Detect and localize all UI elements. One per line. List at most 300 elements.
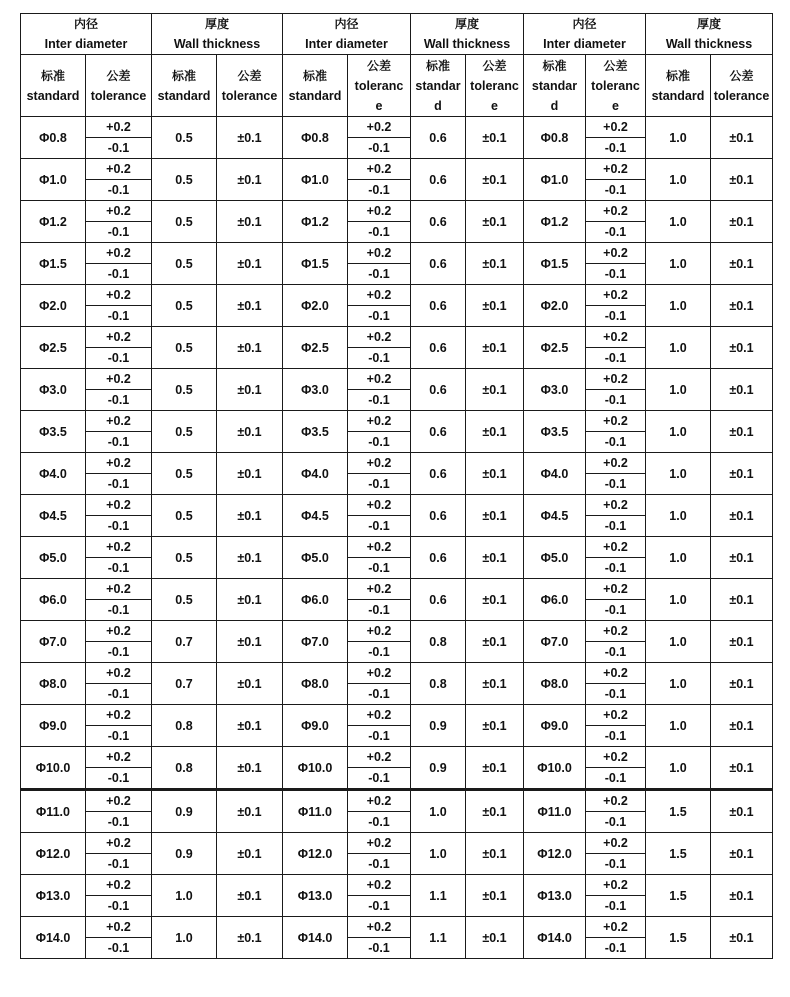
- tolerance-minus-cell: -0.1: [348, 938, 411, 959]
- inner-diameter-cell: Φ3.5: [21, 411, 86, 453]
- wall-standard-cell: 0.6: [411, 243, 466, 285]
- inner-diameter-cell: Φ3.0: [21, 369, 86, 411]
- tolerance-plus-cell: +0.2: [586, 747, 646, 768]
- inner-diameter-cell: Φ11.0: [283, 790, 348, 833]
- tolerance-minus-cell: -0.1: [86, 390, 152, 411]
- tolerance-plus-cell: +0.2: [86, 117, 152, 138]
- tolerance-minus-cell: -0.1: [348, 474, 411, 495]
- inner-diameter-cell: Φ9.0: [524, 705, 586, 747]
- header-tolerance: 公差 tolerance: [711, 55, 773, 117]
- tolerance-minus-cell: -0.1: [86, 474, 152, 495]
- wall-tolerance-cell: ±0.1: [711, 411, 773, 453]
- wall-standard-cell: 0.6: [411, 159, 466, 201]
- tolerance-minus-cell: -0.1: [348, 726, 411, 747]
- wall-tolerance-cell: ±0.1: [466, 790, 524, 833]
- tolerance-plus-cell: +0.2: [348, 705, 411, 726]
- tolerance-minus-cell: -0.1: [348, 180, 411, 201]
- tolerance-minus-cell: -0.1: [86, 726, 152, 747]
- tolerance-minus-cell: -0.1: [86, 180, 152, 201]
- wall-tolerance-cell: ±0.1: [466, 159, 524, 201]
- inner-diameter-cell: Φ7.0: [283, 621, 348, 663]
- inner-diameter-cell: Φ7.0: [21, 621, 86, 663]
- tolerance-minus-cell: -0.1: [348, 390, 411, 411]
- inner-diameter-cell: Φ14.0: [21, 917, 86, 959]
- tolerance-plus-cell: +0.2: [586, 579, 646, 600]
- tolerance-plus-cell: +0.2: [86, 790, 152, 812]
- wall-standard-cell: 0.6: [411, 579, 466, 621]
- wall-standard-cell: 0.6: [411, 285, 466, 327]
- inner-diameter-cell: Φ4.5: [524, 495, 586, 537]
- wall-standard-cell: 1.0: [646, 495, 711, 537]
- wall-standard-cell: 0.6: [411, 411, 466, 453]
- wall-standard-cell: 1.0: [646, 663, 711, 705]
- header-standard: 标准 standard: [283, 55, 348, 117]
- wall-standard-cell: 0.5: [152, 411, 217, 453]
- tolerance-minus-cell: -0.1: [586, 516, 646, 537]
- tolerance-plus-cell: +0.2: [348, 537, 411, 558]
- wall-standard-cell: 0.8: [411, 663, 466, 705]
- wall-standard-cell: 1.0: [411, 790, 466, 833]
- tolerance-plus-cell: +0.2: [586, 369, 646, 390]
- inner-diameter-cell: Φ14.0: [524, 917, 586, 959]
- tolerance-plus-cell: +0.2: [86, 747, 152, 768]
- inner-diameter-cell: Φ8.0: [524, 663, 586, 705]
- wall-tolerance-cell: ±0.1: [466, 875, 524, 917]
- wall-tolerance-cell: ±0.1: [711, 453, 773, 495]
- tolerance-plus-cell: +0.2: [348, 201, 411, 222]
- wall-standard-cell: 0.5: [152, 327, 217, 369]
- wall-tolerance-cell: ±0.1: [466, 833, 524, 875]
- tolerance-plus-cell: +0.2: [586, 159, 646, 180]
- tolerance-minus-cell: -0.1: [586, 222, 646, 243]
- wall-tolerance-cell: ±0.1: [711, 747, 773, 790]
- inner-diameter-cell: Φ1.5: [283, 243, 348, 285]
- wall-tolerance-cell: ±0.1: [217, 790, 283, 833]
- tolerance-plus-cell: +0.2: [586, 453, 646, 474]
- tolerance-minus-cell: -0.1: [86, 516, 152, 537]
- wall-tolerance-cell: ±0.1: [711, 579, 773, 621]
- tolerance-minus-cell: -0.1: [348, 348, 411, 369]
- tolerance-plus-cell: +0.2: [586, 117, 646, 138]
- wall-standard-cell: 0.9: [411, 705, 466, 747]
- tolerance-minus-cell: -0.1: [586, 138, 646, 159]
- wall-tolerance-cell: ±0.1: [217, 369, 283, 411]
- wall-standard-cell: 0.6: [411, 369, 466, 411]
- inner-diameter-cell: Φ5.0: [283, 537, 348, 579]
- wall-standard-cell: 1.5: [646, 917, 711, 959]
- tolerance-minus-cell: -0.1: [86, 684, 152, 705]
- wall-standard-cell: 1.0: [646, 285, 711, 327]
- tolerance-minus-cell: -0.1: [348, 600, 411, 621]
- tolerance-plus-cell: +0.2: [348, 117, 411, 138]
- tolerance-minus-cell: -0.1: [86, 138, 152, 159]
- tolerance-minus-cell: -0.1: [86, 768, 152, 790]
- inner-diameter-cell: Φ6.0: [21, 579, 86, 621]
- tolerance-minus-cell: -0.1: [86, 812, 152, 833]
- wall-standard-cell: 0.5: [152, 285, 217, 327]
- wall-standard-cell: 0.7: [152, 663, 217, 705]
- header-inner-diameter-2: 内径 Inter diameter: [283, 14, 411, 55]
- tolerance-minus-cell: -0.1: [586, 684, 646, 705]
- wall-standard-cell: 1.0: [152, 917, 217, 959]
- wall-standard-cell: 1.0: [646, 747, 711, 790]
- tolerance-plus-cell: +0.2: [86, 621, 152, 642]
- inner-diameter-cell: Φ13.0: [283, 875, 348, 917]
- tolerance-minus-cell: -0.1: [348, 558, 411, 579]
- tolerance-minus-cell: -0.1: [86, 938, 152, 959]
- wall-standard-cell: 1.5: [646, 833, 711, 875]
- tolerance-plus-cell: +0.2: [586, 495, 646, 516]
- wall-standard-cell: 1.0: [646, 369, 711, 411]
- wall-standard-cell: 0.6: [411, 453, 466, 495]
- wall-tolerance-cell: ±0.1: [217, 621, 283, 663]
- tolerance-plus-cell: +0.2: [348, 790, 411, 812]
- inner-diameter-cell: Φ1.5: [21, 243, 86, 285]
- inner-diameter-cell: Φ6.0: [283, 579, 348, 621]
- table-row: [21, 495, 773, 516]
- wall-tolerance-cell: ±0.1: [466, 495, 524, 537]
- wall-tolerance-cell: ±0.1: [466, 327, 524, 369]
- wall-tolerance-cell: ±0.1: [466, 285, 524, 327]
- wall-standard-cell: 0.5: [152, 201, 217, 243]
- header-standard: 标准 standard: [646, 55, 711, 117]
- tolerance-minus-cell: -0.1: [586, 600, 646, 621]
- tolerance-minus-cell: -0.1: [86, 306, 152, 327]
- header-tolerance: 公差 tolerance: [86, 55, 152, 117]
- tolerance-minus-cell: -0.1: [586, 432, 646, 453]
- wall-standard-cell: 1.0: [646, 327, 711, 369]
- tolerance-plus-cell: +0.2: [348, 159, 411, 180]
- tolerance-minus-cell: -0.1: [86, 896, 152, 917]
- inner-diameter-cell: Φ4.5: [283, 495, 348, 537]
- wall-standard-cell: 0.9: [152, 833, 217, 875]
- wall-standard-cell: 0.6: [411, 117, 466, 159]
- inner-diameter-cell: Φ0.8: [21, 117, 86, 159]
- tolerance-minus-cell: -0.1: [586, 180, 646, 201]
- table-row: [21, 663, 773, 684]
- wall-standard-cell: 1.5: [646, 790, 711, 833]
- tolerance-plus-cell: +0.2: [86, 369, 152, 390]
- inner-diameter-cell: Φ3.0: [524, 369, 586, 411]
- tolerance-plus-cell: +0.2: [86, 453, 152, 474]
- wall-tolerance-cell: ±0.1: [711, 537, 773, 579]
- wall-standard-cell: 0.5: [152, 159, 217, 201]
- header-standard-wrapped: 标准 standar d: [524, 55, 586, 117]
- wall-standard-cell: 1.0: [646, 453, 711, 495]
- wall-tolerance-cell: ±0.1: [466, 243, 524, 285]
- header-tolerance-wrapped: 公差 toleranc e: [586, 55, 646, 117]
- table-row: [21, 453, 773, 474]
- table-row: [21, 285, 773, 306]
- tolerance-plus-cell: +0.2: [86, 705, 152, 726]
- wall-standard-cell: 0.5: [152, 243, 217, 285]
- wall-tolerance-cell: ±0.1: [466, 579, 524, 621]
- table-row: [21, 327, 773, 348]
- tolerance-minus-cell: -0.1: [586, 854, 646, 875]
- tolerance-plus-cell: +0.2: [86, 663, 152, 684]
- table-row: [21, 790, 773, 812]
- spec-table-body: [21, 117, 773, 959]
- inner-diameter-cell: Φ10.0: [524, 747, 586, 790]
- inner-diameter-cell: Φ1.5: [524, 243, 586, 285]
- tolerance-minus-cell: -0.1: [586, 348, 646, 369]
- inner-diameter-cell: Φ11.0: [21, 790, 86, 833]
- tolerance-minus-cell: -0.1: [586, 306, 646, 327]
- wall-standard-cell: 1.0: [646, 621, 711, 663]
- tolerance-minus-cell: -0.1: [86, 600, 152, 621]
- wall-tolerance-cell: ±0.1: [217, 243, 283, 285]
- wall-standard-cell: 0.5: [152, 369, 217, 411]
- header-tolerance-wrapped: 公差 toleranc e: [348, 55, 411, 117]
- table-row: [21, 369, 773, 390]
- tolerance-plus-cell: +0.2: [348, 369, 411, 390]
- wall-standard-cell: 1.1: [411, 917, 466, 959]
- inner-diameter-cell: Φ3.5: [524, 411, 586, 453]
- tolerance-plus-cell: +0.2: [586, 537, 646, 558]
- tolerance-plus-cell: +0.2: [586, 917, 646, 938]
- inner-diameter-cell: Φ12.0: [21, 833, 86, 875]
- tolerance-minus-cell: -0.1: [86, 642, 152, 663]
- tolerance-plus-cell: +0.2: [348, 917, 411, 938]
- table-row: [21, 705, 773, 726]
- tolerance-plus-cell: +0.2: [586, 621, 646, 642]
- tolerance-minus-cell: -0.1: [348, 516, 411, 537]
- tolerance-minus-cell: -0.1: [586, 896, 646, 917]
- wall-tolerance-cell: ±0.1: [711, 663, 773, 705]
- wall-standard-cell: 0.8: [152, 705, 217, 747]
- tolerance-plus-cell: +0.2: [86, 833, 152, 854]
- inner-diameter-cell: Φ3.5: [283, 411, 348, 453]
- tolerance-minus-cell: -0.1: [586, 812, 646, 833]
- table-row: [21, 159, 773, 180]
- spec-table-wrapper: [20, 13, 773, 959]
- tolerance-plus-cell: +0.2: [86, 285, 152, 306]
- wall-tolerance-cell: ±0.1: [711, 159, 773, 201]
- wall-tolerance-cell: ±0.1: [711, 243, 773, 285]
- inner-diameter-cell: Φ4.5: [21, 495, 86, 537]
- wall-standard-cell: 1.0: [646, 579, 711, 621]
- wall-standard-cell: 0.5: [152, 579, 217, 621]
- wall-standard-cell: 1.0: [646, 117, 711, 159]
- table-row: [21, 243, 773, 264]
- tolerance-plus-cell: +0.2: [348, 411, 411, 432]
- header-inner-diameter-1: 内径 Inter diameter: [21, 14, 152, 55]
- wall-standard-cell: 0.6: [411, 201, 466, 243]
- wall-tolerance-cell: ±0.1: [711, 875, 773, 917]
- header-row-top: [21, 14, 773, 55]
- wall-tolerance-cell: ±0.1: [217, 159, 283, 201]
- inner-diameter-cell: Φ12.0: [524, 833, 586, 875]
- tolerance-plus-cell: +0.2: [348, 327, 411, 348]
- header-wall-thickness-1: 厚度 Wall thickness: [152, 14, 283, 55]
- wall-tolerance-cell: ±0.1: [466, 663, 524, 705]
- header-standard: 标准 standard: [152, 55, 217, 117]
- tolerance-plus-cell: +0.2: [586, 243, 646, 264]
- wall-tolerance-cell: ±0.1: [711, 705, 773, 747]
- header-inner-diameter-3: 内径 Inter diameter: [524, 14, 646, 55]
- wall-standard-cell: 1.0: [646, 159, 711, 201]
- wall-standard-cell: 0.5: [152, 495, 217, 537]
- wall-tolerance-cell: ±0.1: [466, 705, 524, 747]
- tolerance-plus-cell: +0.2: [86, 579, 152, 600]
- header-tolerance-wrapped: 公差 toleranc e: [466, 55, 524, 117]
- tolerance-minus-cell: -0.1: [348, 684, 411, 705]
- tolerance-plus-cell: +0.2: [348, 747, 411, 768]
- wall-tolerance-cell: ±0.1: [466, 537, 524, 579]
- table-row: [21, 537, 773, 558]
- wall-tolerance-cell: ±0.1: [217, 453, 283, 495]
- wall-standard-cell: 0.5: [152, 537, 217, 579]
- tolerance-minus-cell: -0.1: [586, 264, 646, 285]
- tolerance-plus-cell: +0.2: [586, 201, 646, 222]
- inner-diameter-cell: Φ1.0: [283, 159, 348, 201]
- tolerance-plus-cell: +0.2: [586, 875, 646, 896]
- tolerance-plus-cell: +0.2: [86, 201, 152, 222]
- wall-tolerance-cell: ±0.1: [217, 327, 283, 369]
- tolerance-minus-cell: -0.1: [86, 264, 152, 285]
- tolerance-minus-cell: -0.1: [348, 432, 411, 453]
- inner-diameter-cell: Φ0.8: [524, 117, 586, 159]
- inner-diameter-cell: Φ2.0: [283, 285, 348, 327]
- header-standard: 标准 standard: [21, 55, 86, 117]
- wall-tolerance-cell: ±0.1: [217, 705, 283, 747]
- tolerance-minus-cell: -0.1: [586, 474, 646, 495]
- tolerance-minus-cell: -0.1: [586, 558, 646, 579]
- wall-tolerance-cell: ±0.1: [711, 369, 773, 411]
- wall-tolerance-cell: ±0.1: [217, 537, 283, 579]
- inner-diameter-cell: Φ8.0: [283, 663, 348, 705]
- inner-diameter-cell: Φ14.0: [283, 917, 348, 959]
- inner-diameter-cell: Φ5.0: [524, 537, 586, 579]
- wall-tolerance-cell: ±0.1: [217, 285, 283, 327]
- wall-tolerance-cell: ±0.1: [711, 621, 773, 663]
- tolerance-minus-cell: -0.1: [586, 390, 646, 411]
- wall-tolerance-cell: ±0.1: [711, 917, 773, 959]
- tolerance-plus-cell: +0.2: [86, 159, 152, 180]
- inner-diameter-cell: Φ1.2: [21, 201, 86, 243]
- tolerance-minus-cell: -0.1: [586, 726, 646, 747]
- wall-tolerance-cell: ±0.1: [217, 917, 283, 959]
- inner-diameter-cell: Φ10.0: [21, 747, 86, 790]
- wall-standard-cell: 0.5: [152, 453, 217, 495]
- tolerance-minus-cell: -0.1: [348, 768, 411, 790]
- wall-standard-cell: 0.9: [411, 747, 466, 790]
- inner-diameter-cell: Φ2.0: [21, 285, 86, 327]
- tolerance-minus-cell: -0.1: [586, 642, 646, 663]
- inner-diameter-cell: Φ4.0: [524, 453, 586, 495]
- table-row: [21, 411, 773, 432]
- inner-diameter-cell: Φ7.0: [524, 621, 586, 663]
- tolerance-plus-cell: +0.2: [586, 663, 646, 684]
- inner-diameter-cell: Φ4.0: [21, 453, 86, 495]
- tolerance-plus-cell: +0.2: [348, 285, 411, 306]
- tolerance-plus-cell: +0.2: [348, 453, 411, 474]
- wall-standard-cell: 1.1: [411, 875, 466, 917]
- inner-diameter-cell: Φ13.0: [524, 875, 586, 917]
- wall-standard-cell: 1.0: [411, 833, 466, 875]
- wall-tolerance-cell: ±0.1: [217, 875, 283, 917]
- wall-tolerance-cell: ±0.1: [466, 411, 524, 453]
- wall-tolerance-cell: ±0.1: [711, 790, 773, 833]
- wall-tolerance-cell: ±0.1: [217, 833, 283, 875]
- wall-tolerance-cell: ±0.1: [711, 285, 773, 327]
- inner-diameter-cell: Φ2.5: [21, 327, 86, 369]
- tolerance-minus-cell: -0.1: [586, 938, 646, 959]
- wall-standard-cell: 1.0: [152, 875, 217, 917]
- wall-tolerance-cell: ±0.1: [217, 495, 283, 537]
- wall-standard-cell: 1.0: [646, 411, 711, 453]
- inner-diameter-cell: Φ10.0: [283, 747, 348, 790]
- wall-tolerance-cell: ±0.1: [466, 369, 524, 411]
- wall-tolerance-cell: ±0.1: [711, 201, 773, 243]
- tolerance-plus-cell: +0.2: [348, 579, 411, 600]
- tolerance-plus-cell: +0.2: [586, 790, 646, 812]
- wall-tolerance-cell: ±0.1: [466, 917, 524, 959]
- tolerance-minus-cell: -0.1: [86, 348, 152, 369]
- table-row: [21, 875, 773, 896]
- wall-standard-cell: 1.0: [646, 705, 711, 747]
- tolerance-plus-cell: +0.2: [86, 411, 152, 432]
- wall-tolerance-cell: ±0.1: [217, 201, 283, 243]
- tolerance-plus-cell: +0.2: [348, 663, 411, 684]
- inner-diameter-cell: Φ0.8: [283, 117, 348, 159]
- tolerance-plus-cell: +0.2: [86, 243, 152, 264]
- header-tolerance: 公差 tolerance: [217, 55, 283, 117]
- inner-diameter-cell: Φ9.0: [21, 705, 86, 747]
- inner-diameter-cell: Φ5.0: [21, 537, 86, 579]
- inner-diameter-cell: Φ9.0: [283, 705, 348, 747]
- inner-diameter-cell: Φ11.0: [524, 790, 586, 833]
- tolerance-plus-cell: +0.2: [348, 243, 411, 264]
- tolerance-minus-cell: -0.1: [86, 854, 152, 875]
- inner-diameter-cell: Φ1.2: [283, 201, 348, 243]
- wall-tolerance-cell: ±0.1: [217, 663, 283, 705]
- table-row: [21, 117, 773, 138]
- wall-tolerance-cell: ±0.1: [466, 201, 524, 243]
- tolerance-minus-cell: -0.1: [586, 768, 646, 790]
- wall-tolerance-cell: ±0.1: [466, 621, 524, 663]
- header-wall-thickness-2: 厚度 Wall thickness: [411, 14, 524, 55]
- inner-diameter-cell: Φ4.0: [283, 453, 348, 495]
- inner-diameter-cell: Φ3.0: [283, 369, 348, 411]
- inner-diameter-cell: Φ12.0: [283, 833, 348, 875]
- table-row: [21, 201, 773, 222]
- inner-diameter-cell: Φ1.2: [524, 201, 586, 243]
- tolerance-plus-cell: +0.2: [348, 495, 411, 516]
- wall-tolerance-cell: ±0.1: [217, 747, 283, 790]
- tolerance-minus-cell: -0.1: [348, 642, 411, 663]
- wall-tolerance-cell: ±0.1: [711, 327, 773, 369]
- tolerance-plus-cell: +0.2: [586, 833, 646, 854]
- tolerance-plus-cell: +0.2: [86, 917, 152, 938]
- header-standard-wrapped: 标准 standar d: [411, 55, 466, 117]
- inner-diameter-cell: Φ8.0: [21, 663, 86, 705]
- inner-diameter-cell: Φ2.5: [283, 327, 348, 369]
- tolerance-minus-cell: -0.1: [348, 854, 411, 875]
- wall-tolerance-cell: ±0.1: [711, 833, 773, 875]
- tolerance-minus-cell: -0.1: [86, 432, 152, 453]
- wall-standard-cell: 0.5: [152, 117, 217, 159]
- wall-tolerance-cell: ±0.1: [217, 117, 283, 159]
- wall-tolerance-cell: ±0.1: [217, 579, 283, 621]
- tolerance-plus-cell: +0.2: [586, 705, 646, 726]
- tolerance-plus-cell: +0.2: [86, 875, 152, 896]
- wall-standard-cell: 1.0: [646, 201, 711, 243]
- wall-standard-cell: 1.5: [646, 875, 711, 917]
- tolerance-minus-cell: -0.1: [86, 558, 152, 579]
- wall-tolerance-cell: ±0.1: [711, 495, 773, 537]
- tolerance-minus-cell: -0.1: [86, 222, 152, 243]
